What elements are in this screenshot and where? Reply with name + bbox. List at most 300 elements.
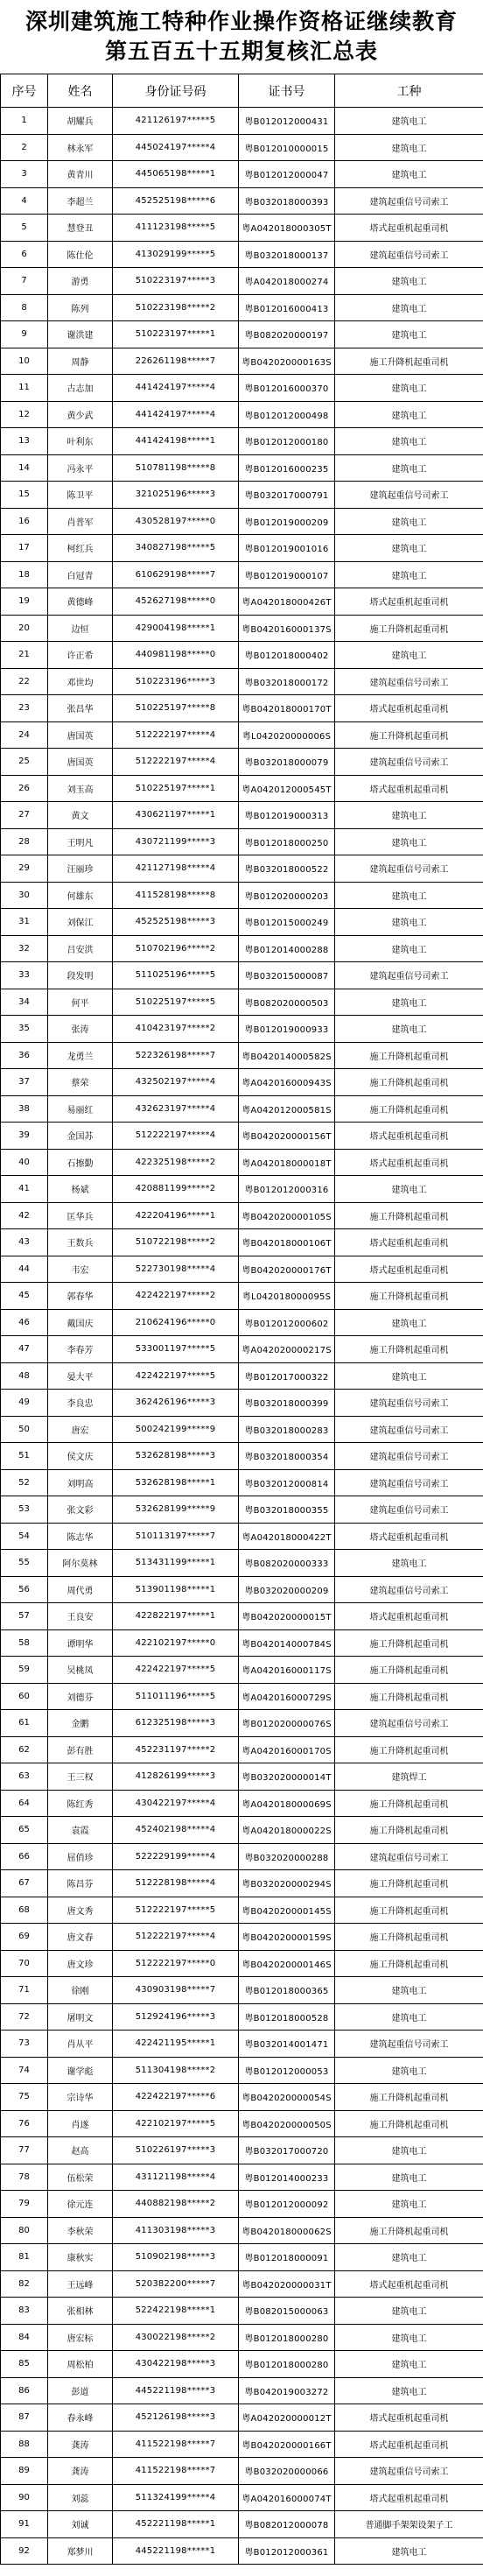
table-row	[1, 989, 483, 1016]
table-row	[1, 2270, 483, 2298]
table-row	[1, 375, 483, 402]
cell-id-number: 422102197*****0	[113, 1629, 239, 1657]
cell-seq: 79	[1, 2191, 48, 2218]
cell-id-number: 421126197*****5	[113, 108, 239, 135]
table-row	[1, 401, 483, 428]
cell-certificate-number: 粤A042012000581S	[239, 1095, 335, 1123]
cell-certificate-number: 粤A042018000022S	[239, 1817, 335, 1844]
cell-seq: 17	[1, 535, 48, 562]
cell-seq: 12	[1, 401, 48, 428]
cell-seq: 32	[1, 935, 48, 962]
table-row	[1, 1202, 483, 1229]
cell-id-number: 511324199*****4	[113, 2484, 239, 2511]
cell-certificate-number: 粤B012020000203	[239, 882, 335, 909]
header-id-number: 身份证号码	[113, 74, 239, 108]
table-row	[1, 294, 483, 321]
cell-seq: 33	[1, 962, 48, 989]
cell-id-number: 441424197*****4	[113, 401, 239, 428]
cell-seq: 3	[1, 161, 48, 188]
cell-certificate-number: 粤A042016000729S	[239, 1683, 335, 1710]
cell-name: 龚涛	[48, 2458, 113, 2485]
table-row	[1, 241, 483, 268]
cell-seq: 62	[1, 1736, 48, 1763]
cell-name: 陈志华	[48, 1523, 113, 1550]
cell-certificate-number: 粤A042018000305T	[239, 215, 335, 242]
cell-job-type: 建筑起重信号司索工	[335, 749, 483, 776]
cell-id-number: 452231197*****2	[113, 1736, 239, 1763]
cell-certificate-number: 粤B032018000354	[239, 1443, 335, 1470]
cell-certificate-number: 粤A042020000012T	[239, 2404, 335, 2432]
table-row	[1, 1870, 483, 1897]
cell-certificate-number: 粤B012014000288	[239, 935, 335, 962]
cell-job-type: 建筑电工	[335, 1309, 483, 1336]
cell-name: 古志加	[48, 375, 113, 402]
cell-job-type: 建筑电工	[335, 1176, 483, 1203]
cell-certificate-number: 粤B012015000249	[239, 909, 335, 936]
cell-name: 侯文庆	[48, 1443, 113, 1470]
cell-name: 春永峰	[48, 2404, 113, 2432]
cell-certificate-number: 粤B012010000015	[239, 134, 335, 161]
cell-job-type: 建筑电工	[335, 508, 483, 535]
header-job-type: 工种	[335, 74, 483, 108]
cell-name: 许正希	[48, 642, 113, 669]
cell-name: 徐刚	[48, 1977, 113, 2004]
cell-name: 王良安	[48, 1603, 113, 1630]
cell-job-type: 建筑电工	[335, 1362, 483, 1390]
cell-seq: 40	[1, 1149, 48, 1176]
cell-name: 陈昌芬	[48, 1870, 113, 1897]
cell-seq: 86	[1, 2377, 48, 2404]
table-row	[1, 215, 483, 242]
cell-seq: 26	[1, 775, 48, 802]
cell-certificate-number: 粤B042018000062S	[239, 2217, 335, 2244]
cell-id-number: 512222197*****5	[113, 1897, 239, 1924]
table-row	[1, 1069, 483, 1096]
table-row	[1, 1149, 483, 1176]
cell-job-type: 塔式起重机起重司机	[335, 2404, 483, 2432]
cell-certificate-number: 粤B012012000602	[239, 1309, 335, 1336]
table-row	[1, 2217, 483, 2244]
cell-certificate-number: 粤B042014000784S	[239, 1629, 335, 1657]
cell-id-number: 412826199*****3	[113, 1763, 239, 1791]
table-row	[1, 1950, 483, 1977]
cell-certificate-number: 粤B082020000333	[239, 1550, 335, 1577]
cell-seq: 67	[1, 1870, 48, 1897]
cell-job-type: 施工升降机起重司机	[335, 721, 483, 749]
cell-certificate-number: 粤B032018000172	[239, 668, 335, 695]
cell-name: 王远峰	[48, 2270, 113, 2298]
cell-seq: 11	[1, 375, 48, 402]
cell-certificate-number: 粤A042020000217S	[239, 1336, 335, 1363]
table-row	[1, 642, 483, 669]
table-row	[1, 2431, 483, 2458]
cell-id-number: 340827198*****5	[113, 535, 239, 562]
table-row	[1, 935, 483, 962]
cell-certificate-number: 粤A042018000422T	[239, 1523, 335, 1550]
table-row	[1, 2110, 483, 2137]
cell-id-number: 422822197*****1	[113, 1603, 239, 1630]
cell-seq: 88	[1, 2431, 48, 2458]
cell-certificate-number: 粤B012018000280	[239, 2351, 335, 2378]
cell-id-number: 522326198*****7	[113, 1042, 239, 1069]
cell-id-number: 510781198*****8	[113, 454, 239, 482]
table-row	[1, 2351, 483, 2378]
cell-name: 边恒	[48, 615, 113, 642]
cell-certificate-number: 粤B032018000079	[239, 749, 335, 776]
cell-id-number: 510225197*****8	[113, 695, 239, 722]
cell-certificate-number: 粤B012019000933	[239, 1016, 335, 1043]
cell-id-number: 432502197*****4	[113, 1069, 239, 1096]
cell-certificate-number: 粤B012019001016	[239, 535, 335, 562]
cell-name: 金鹏	[48, 1710, 113, 1737]
table-row	[1, 1362, 483, 1390]
cell-seq: 45	[1, 1283, 48, 1310]
table-row	[1, 802, 483, 829]
cell-seq: 48	[1, 1362, 48, 1390]
cell-seq: 85	[1, 2351, 48, 2378]
cell-name: 晏大平	[48, 1362, 113, 1390]
cell-job-type: 施工升降机起重司机	[335, 1069, 483, 1096]
header-name: 姓名	[48, 74, 113, 108]
cell-certificate-number: 粤B032015000087	[239, 962, 335, 989]
table-row	[1, 2404, 483, 2432]
table-row	[1, 855, 483, 883]
table-row	[1, 1683, 483, 1710]
cell-name: 袁霞	[48, 1817, 113, 1844]
table-row	[1, 1309, 483, 1336]
cell-id-number: 422422197*****6	[113, 2084, 239, 2111]
cell-job-type: 施工升降机起重司机	[335, 1950, 483, 1977]
cell-id-number: 512222197*****4	[113, 1123, 239, 1150]
cell-id-number: 411522198*****7	[113, 2431, 239, 2458]
cell-certificate-number: 粤B042020000146S	[239, 1950, 335, 1977]
cell-job-type: 建筑电工	[335, 561, 483, 588]
table-row	[1, 2537, 483, 2565]
cell-id-number: 430528197*****0	[113, 508, 239, 535]
cell-seq: 36	[1, 1042, 48, 1069]
cell-name: 谢洪建	[48, 321, 113, 348]
cell-certificate-number: 粤B032020000288	[239, 1843, 335, 1870]
cell-id-number: 511025196*****5	[113, 962, 239, 989]
cell-seq: 39	[1, 1123, 48, 1150]
cell-certificate-number: 粤B032020000294S	[239, 1870, 335, 1897]
cell-id-number: 321025196*****3	[113, 482, 239, 509]
cell-seq: 59	[1, 1657, 48, 1684]
cell-seq: 78	[1, 2164, 48, 2191]
cell-certificate-number: 粤B012019000209	[239, 508, 335, 535]
cell-certificate-number: 粤B082015000063	[239, 2298, 335, 2325]
cell-name: 伍松荣	[48, 2164, 113, 2191]
cell-job-type: 塔式起重机起重司机	[335, 215, 483, 242]
cell-seq: 76	[1, 2110, 48, 2137]
cell-seq: 54	[1, 1523, 48, 1550]
cell-id-number: 420881199*****2	[113, 1176, 239, 1203]
cell-seq: 50	[1, 1416, 48, 1443]
cell-job-type: 建筑电工	[335, 828, 483, 855]
cell-certificate-number: 粤A042018000426T	[239, 588, 335, 616]
cell-id-number: 533001197*****5	[113, 1336, 239, 1363]
cell-name: 匡华兵	[48, 1202, 113, 1229]
table-row	[1, 2057, 483, 2084]
cell-seq: 90	[1, 2484, 48, 2511]
table-row	[1, 561, 483, 588]
cell-job-type: 施工升降机起重司机	[335, 1924, 483, 1951]
cell-certificate-number: 粤A042016000117S	[239, 1657, 335, 1684]
cell-name: 叶利东	[48, 428, 113, 455]
cell-name: 刘德芬	[48, 1683, 113, 1710]
cell-seq: 80	[1, 2217, 48, 2244]
cell-name: 郭春华	[48, 1283, 113, 1310]
table-row	[1, 1443, 483, 1470]
table-row	[1, 588, 483, 616]
cell-job-type: 施工升降机起重司机	[335, 348, 483, 375]
cell-certificate-number: 粤B082012000078	[239, 2511, 335, 2538]
cell-id-number: 422102197*****5	[113, 2110, 239, 2137]
cell-name: 张涛	[48, 1016, 113, 1043]
cell-certificate-number: 粤B042020000145S	[239, 1897, 335, 1924]
cell-certificate-number: 粤B012012000431	[239, 108, 335, 135]
cell-id-number: 532628198*****3	[113, 1443, 239, 1470]
cell-job-type: 塔式起重机起重司机	[335, 588, 483, 616]
cell-name: 肖普军	[48, 508, 113, 535]
cell-seq: 65	[1, 1817, 48, 1844]
cell-name: 谭明华	[48, 1629, 113, 1657]
cell-id-number: 500242199*****9	[113, 1416, 239, 1443]
cell-job-type: 建筑起重信号司索工	[335, 2458, 483, 2485]
cell-seq: 29	[1, 855, 48, 883]
cell-seq: 18	[1, 561, 48, 588]
cell-name: 杨斌	[48, 1176, 113, 1203]
table-row	[1, 1416, 483, 1443]
cell-seq: 2	[1, 134, 48, 161]
cell-certificate-number: 粤B032017000791	[239, 482, 335, 509]
table-row	[1, 2031, 483, 2058]
cell-id-number: 422422197*****2	[113, 1283, 239, 1310]
cell-name: 宗诗华	[48, 2084, 113, 2111]
cell-seq: 9	[1, 321, 48, 348]
cell-seq: 19	[1, 588, 48, 616]
cell-id-number: 445065198*****1	[113, 161, 239, 188]
cell-job-type: 建筑起重信号司索工	[335, 855, 483, 883]
cell-certificate-number: 粤B042016000137S	[239, 615, 335, 642]
cell-seq: 13	[1, 428, 48, 455]
table-row	[1, 1123, 483, 1150]
cell-job-type: 施工升降机起重司机	[335, 1042, 483, 1069]
cell-seq: 43	[1, 1229, 48, 1256]
cell-seq: 61	[1, 1710, 48, 1737]
cell-id-number: 432623197*****4	[113, 1095, 239, 1123]
cell-id-number: 210624196*****0	[113, 1309, 239, 1336]
cell-name: 王明凡	[48, 828, 113, 855]
cell-seq: 21	[1, 642, 48, 669]
cell-certificate-number: 粤B032018000393	[239, 187, 335, 215]
cell-name: 吴桃凤	[48, 1657, 113, 1684]
cell-name: 唐国英	[48, 721, 113, 749]
cell-seq: 57	[1, 1603, 48, 1630]
table-row	[1, 1924, 483, 1951]
cell-seq: 55	[1, 1550, 48, 1577]
cell-seq: 73	[1, 2031, 48, 2058]
cell-job-type: 建筑起重信号司索工	[335, 1469, 483, 1496]
cell-seq: 70	[1, 1950, 48, 1977]
cell-id-number: 511011196*****5	[113, 1683, 239, 1710]
cell-id-number: 440981198*****0	[113, 642, 239, 669]
cell-job-type: 建筑电工	[335, 2377, 483, 2404]
cell-job-type: 施工升降机起重司机	[335, 1657, 483, 1684]
cell-job-type: 塔式起重机起重司机	[335, 1229, 483, 1256]
table-row	[1, 108, 483, 135]
cell-name: 陈红秀	[48, 1790, 113, 1817]
cell-name: 唐文珍	[48, 1950, 113, 1977]
table-row	[1, 187, 483, 215]
cell-name: 谢学彪	[48, 2057, 113, 2084]
cell-job-type: 建筑电工	[335, 989, 483, 1016]
cell-seq: 49	[1, 1390, 48, 1417]
table-row	[1, 1496, 483, 1524]
table-row	[1, 1657, 483, 1684]
cell-job-type: 施工升降机起重司机	[335, 1095, 483, 1123]
table-row	[1, 2164, 483, 2191]
table-row	[1, 1736, 483, 1763]
table-row	[1, 615, 483, 642]
cell-certificate-number: 粤A042016000074T	[239, 2484, 335, 2511]
cell-id-number: 522730198*****4	[113, 1256, 239, 1283]
cell-certificate-number: 粤A042012000545T	[239, 775, 335, 802]
cell-certificate-number: 粤B032020000066	[239, 2458, 335, 2485]
cell-job-type: 建筑电工	[335, 1977, 483, 2004]
cell-job-type: 建筑电工	[335, 2351, 483, 2378]
cell-id-number: 522422198*****1	[113, 2298, 239, 2325]
cell-seq: 72	[1, 2003, 48, 2031]
table-row	[1, 134, 483, 161]
cell-seq: 68	[1, 1897, 48, 1924]
cell-id-number: 421127198*****4	[113, 855, 239, 883]
cell-job-type: 建筑电工	[335, 935, 483, 962]
table-row	[1, 1817, 483, 1844]
cell-certificate-number: 粤B012018000402	[239, 642, 335, 669]
cell-name: 刘玉高	[48, 775, 113, 802]
cell-job-type: 建筑电工	[335, 375, 483, 402]
cell-certificate-number: 粤A042018000274	[239, 268, 335, 295]
table-row	[1, 1016, 483, 1043]
cell-certificate-number: 粤B012018000280	[239, 2324, 335, 2351]
cell-name: 唐国英	[48, 749, 113, 776]
cell-certificate-number: 粤L042018000095S	[239, 1283, 335, 1310]
roster-table	[0, 74, 483, 2565]
cell-name: 刘诚	[48, 2511, 113, 2538]
cell-id-number: 441424197*****4	[113, 375, 239, 402]
cell-name: 游勇	[48, 268, 113, 295]
cell-certificate-number: 粤B012012000053	[239, 2057, 335, 2084]
cell-name: 刘蕊	[48, 2484, 113, 2511]
cell-id-number: 430422197*****4	[113, 1790, 239, 1817]
cell-job-type: 施工升降机起重司机	[335, 2110, 483, 2137]
cell-name: 韦宏	[48, 1256, 113, 1283]
cell-seq: 5	[1, 215, 48, 242]
table-row	[1, 268, 483, 295]
cell-name: 屠明文	[48, 2003, 113, 2031]
cell-certificate-number: 粤B012018000091	[239, 2244, 335, 2271]
cell-seq: 77	[1, 2137, 48, 2164]
cell-id-number: 362426196*****3	[113, 1390, 239, 1417]
cell-certificate-number: 粤B012012000316	[239, 1176, 335, 1203]
cell-id-number: 410423197*****2	[113, 1016, 239, 1043]
cell-seq: 20	[1, 615, 48, 642]
cell-id-number: 430721199*****3	[113, 828, 239, 855]
cell-seq: 28	[1, 828, 48, 855]
cell-id-number: 612325198*****3	[113, 1710, 239, 1737]
cell-seq: 23	[1, 695, 48, 722]
cell-id-number: 430621197*****1	[113, 802, 239, 829]
cell-id-number: 422422197*****5	[113, 1362, 239, 1390]
cell-job-type: 塔式起重机起重司机	[335, 1603, 483, 1630]
cell-seq: 35	[1, 1016, 48, 1043]
cell-name: 蔡荣	[48, 1069, 113, 1096]
cell-job-type: 建筑起重信号司索工	[335, 2031, 483, 2058]
cell-id-number: 452627198*****0	[113, 588, 239, 616]
cell-certificate-number: 粤B032014001471	[239, 2031, 335, 2058]
cell-id-number: 510113197*****7	[113, 1523, 239, 1550]
cell-id-number: 431121198*****4	[113, 2164, 239, 2191]
cell-id-number: 512228198*****4	[113, 1870, 239, 1897]
cell-certificate-number: 粤A042016000170S	[239, 1736, 335, 1763]
cell-certificate-number: 粤A042018000018T	[239, 1149, 335, 1176]
cell-name: 陈列	[48, 294, 113, 321]
cell-job-type: 建筑起重信号司索工	[335, 1576, 483, 1603]
cell-seq: 44	[1, 1256, 48, 1283]
cell-job-type: 施工升降机起重司机	[335, 1790, 483, 1817]
cell-seq: 60	[1, 1683, 48, 1710]
table-row	[1, 668, 483, 695]
table-row	[1, 1229, 483, 1256]
cell-name: 王数兵	[48, 1229, 113, 1256]
cell-certificate-number: 粤B042018000106T	[239, 1229, 335, 1256]
cell-certificate-number: 粤L042020000006S	[239, 721, 335, 749]
cell-id-number: 512222197*****4	[113, 721, 239, 749]
cell-name: 刘保江	[48, 909, 113, 936]
cell-job-type: 建筑起重信号司索工	[335, 668, 483, 695]
cell-certificate-number: 粤A042018000069S	[239, 1790, 335, 1817]
cell-job-type: 建筑电工	[335, 2057, 483, 2084]
cell-id-number: 430422198*****3	[113, 2351, 239, 2378]
cell-job-type: 建筑起重信号司索工	[335, 187, 483, 215]
cell-seq: 75	[1, 2084, 48, 2111]
cell-job-type: 施工升降机起重司机	[335, 1736, 483, 1763]
cell-seq: 83	[1, 2298, 48, 2325]
table-row	[1, 535, 483, 562]
cell-name: 胡耀兵	[48, 108, 113, 135]
cell-job-type: 建筑电工	[335, 1016, 483, 1043]
table-row	[1, 962, 483, 989]
cell-id-number: 452525198*****6	[113, 187, 239, 215]
cell-certificate-number: 粤B042019003272	[239, 2377, 335, 2404]
cell-seq: 34	[1, 989, 48, 1016]
cell-name: 张文彩	[48, 1496, 113, 1524]
cell-job-type: 建筑电工	[335, 1550, 483, 1577]
cell-job-type: 塔式起重机起重司机	[335, 2484, 483, 2511]
cell-name: 黄少武	[48, 401, 113, 428]
cell-job-type: 建筑电工	[335, 321, 483, 348]
cell-id-number: 452221198*****1	[113, 2511, 239, 2538]
cell-name: 邓世均	[48, 668, 113, 695]
cell-certificate-number: 粤B012012000180	[239, 428, 335, 455]
cell-name: 龚涛	[48, 2431, 113, 2458]
cell-certificate-number: 粤B032020000209	[239, 1576, 335, 1603]
cell-name: 彭道	[48, 2377, 113, 2404]
cell-certificate-number: 粤B012012000361	[239, 2537, 335, 2565]
cell-id-number: 411123198*****5	[113, 215, 239, 242]
cell-seq: 69	[1, 1924, 48, 1951]
